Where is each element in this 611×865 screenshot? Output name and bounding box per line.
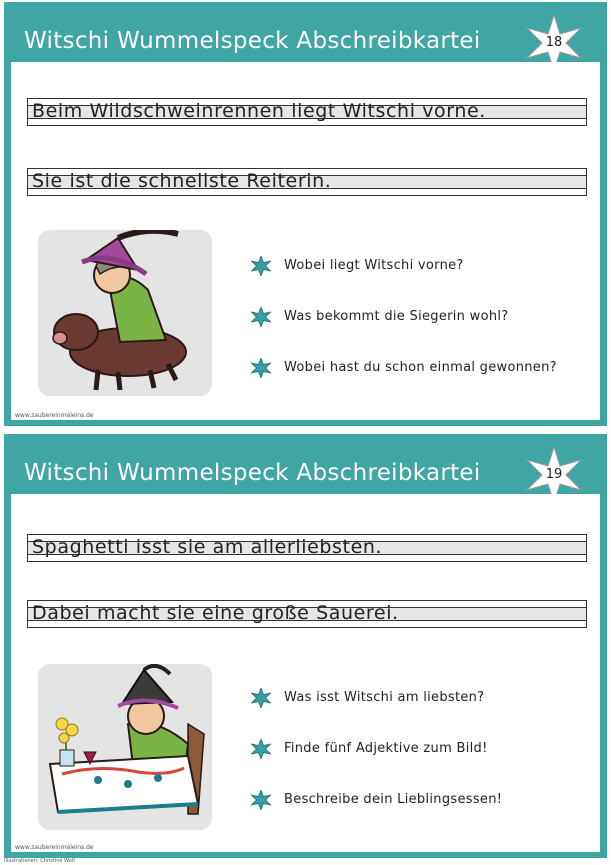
question-text: Finde fünf Adjektive zum Bild! — [284, 741, 488, 756]
card-title: Witschi Wummelspeck Abschreibkartei — [24, 460, 481, 486]
writing-line — [27, 98, 587, 126]
illustration-witch-riding-boar — [38, 230, 212, 396]
card-body — [11, 494, 600, 852]
star-icon — [251, 790, 271, 810]
writing-line — [27, 534, 587, 562]
sentence: Sie ist die schnellste Reiterin. — [32, 170, 332, 192]
question-text: Was bekommt die Siegerin wohl? — [284, 309, 509, 324]
star-icon — [251, 307, 271, 327]
writing-line — [27, 600, 587, 628]
star-icon — [251, 688, 271, 708]
credit: www.zaubereinmaleins.de — [15, 412, 94, 419]
illustration-credit: Illustrationen: Christine Wolf — [4, 858, 75, 864]
card-19 — [4, 434, 607, 858]
sentence: Dabei macht sie eine große Sauerei. — [32, 602, 399, 624]
star-icon — [251, 739, 271, 759]
question-text: Wobei hast du schon einmal gewonnen? — [284, 360, 557, 375]
card-number: 18 — [545, 35, 563, 50]
card-18 — [4, 2, 607, 426]
card-body — [11, 62, 600, 420]
card-number: 19 — [545, 467, 563, 482]
star-icon — [251, 256, 271, 276]
sentence: Beim Wildschweinrennen liegt Witschi vorne. — [32, 100, 486, 122]
question-text: Was isst Witschi am liebsten? — [284, 690, 485, 705]
star-icon — [251, 358, 271, 378]
question-text: Beschreibe dein Lieblingsessen! — [284, 792, 503, 807]
question-text: Wobei liegt Witschi vorne? — [284, 258, 464, 273]
writing-line — [27, 168, 587, 196]
illustration-witch-eating-spaghetti — [38, 664, 212, 830]
sentence: Spaghetti isst sie am allerliebsten. — [32, 536, 383, 558]
credit: www.zaubereinmaleins.de — [15, 844, 94, 851]
card-title: Witschi Wummelspeck Abschreibkartei — [24, 28, 481, 54]
